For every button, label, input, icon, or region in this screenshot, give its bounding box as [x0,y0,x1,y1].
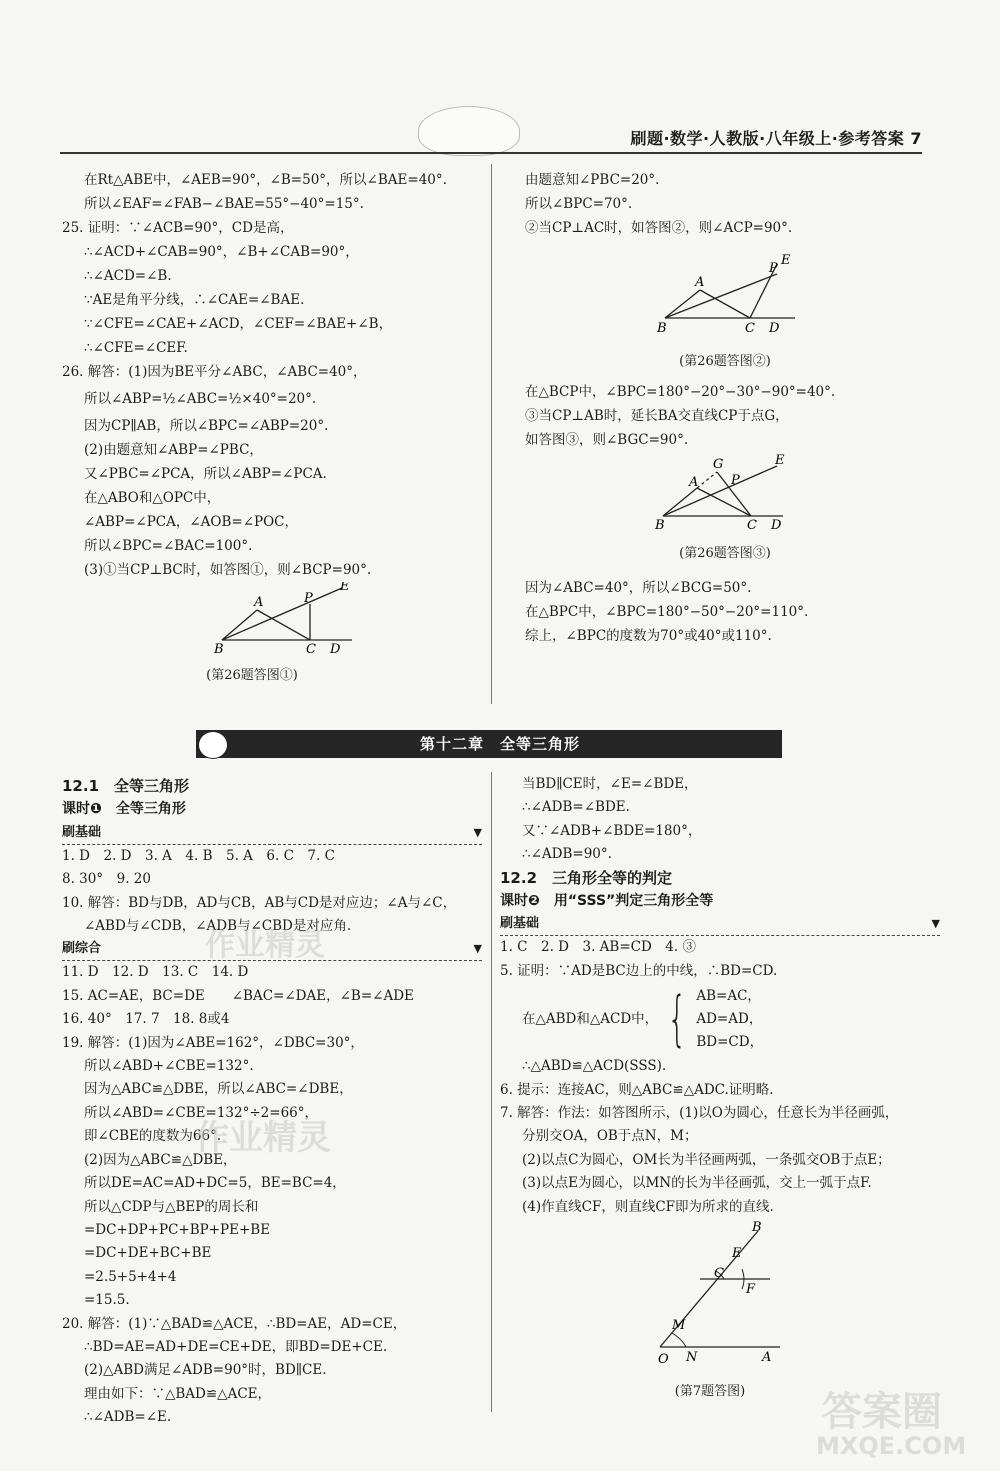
text-line: 因为△ABC≌△DBE，所以∠ABC=∠DBE， [84,1081,353,1098]
text-line: 在Rt△ABE中，∠AEB=90°，∠B=50°，所以∠BAE=40°. [84,172,447,188]
text-line: 20. 解答：(1)∵△BAD≌△ACE，∴BD=AE，AD=CE， [62,1315,407,1332]
fig2-label-b: B [657,321,667,336]
text-line: 所以∠ABD+∠CBE=132°. [84,1058,254,1075]
text-line: =DC+DP+PC+BP+PE+BE [84,1221,271,1238]
text-line: ∴∠ACD=∠B. [84,268,172,284]
left-top-column [62,168,482,688]
text-line: =2.5+5+4+4 [84,1268,177,1285]
text-line: =15.5. [84,1292,130,1309]
figure-caption: (第26题答图③) [679,546,771,561]
text-line: ∴∠ACD+∠CAB=90°，∠B+∠CAB=90°， [84,244,359,260]
text-line: 15. AC=AE，BC=DE ∠BAC=∠DAE，∠B=∠ADE [62,987,414,1004]
fig2-label-d: D [769,321,780,336]
figure-26-2 [525,240,945,374]
fig3-label-b: B [655,518,665,532]
bar-label: 刷基础 [62,824,102,840]
text-line: (2)因为△ABC≌△DBE， [84,1151,237,1168]
right-top-column [525,168,945,648]
text-line: 因为∠ABC=40°，所以∠BCG=50°. [525,580,752,596]
watermark: 答案圈 [822,1389,942,1435]
fig3-label-c: C [747,518,757,532]
triangle-down-icon: ▼ [473,825,482,839]
text-line: 26. 解答：(1)因为BE平分∠ABC，∠ABC=40°， [62,364,367,380]
text-line: 分别交OA，OB于点N，M； [522,1128,698,1145]
fig7-label-o: O [658,1352,669,1368]
text-line: 所以△CDP与△BEP的周长和 [84,1198,259,1215]
text-line: (2)由题意知∠ABP=∠PBC， [84,442,263,458]
column-divider [491,772,492,1412]
text-line: =DC+DE+BC+BE [84,1245,212,1262]
text-line: 8. 30° 9. 20 [62,871,151,888]
text-line: ∴∠ADB=∠E. [84,1409,172,1426]
chapter-icon [198,731,228,759]
page-header: 刷题·数学·人教版·八年级上·参考答案 7 [630,129,922,148]
text-line: (3)①当CP⊥BC时，如答图①，则∠BCP=90°. [84,562,372,578]
fig2-label-c: C [745,321,755,336]
triangle-down-icon: ▼ [931,917,940,931]
text-line: 所以∠BPC=∠BAC=100°. [84,538,253,554]
fig7-label-c: C [714,1266,724,1282]
fig1-label-e: E [340,582,350,594]
text-line: 所以∠EAF=∠FAB−∠BAE=55°−40°=15°. [84,196,364,212]
text-line: ∵∠CFE=∠CAE+∠ACD，∠CEF=∠BAE+∠B， [84,316,393,332]
text-line: ∠ABP=∠PCA，∠AOB=∠POC， [84,514,299,530]
text-line: (3)以点E为圆心，以MN的长为半径画弧，交上一弧于点F. [522,1175,872,1192]
figure-7 [500,1219,940,1403]
text-line: 如答图③，则∠BGC=90°. [525,432,689,448]
watermark: 作业精灵 [205,928,325,963]
text-line: 即∠CBE的度数为66°. [84,1128,222,1145]
text-line: ∠ABD与∠CDB，∠ADB与∠CBD是对应角. [84,918,352,935]
text-line: (2)△ABD满足∠ADB=90°时，BD∥CE. [84,1362,327,1379]
fig3-label-d: D [771,518,782,532]
fig1-label-p: P [304,591,313,606]
fig1-label-d: D [330,642,341,654]
text-line: 综上，∠BPC的度数为70°或40°或110°. [525,628,772,644]
fig3-label-a: A [689,475,699,490]
chapter-title: 第十二章 全等三角形 [419,735,580,753]
figure-caption: (第26题答图②) [679,354,771,369]
text-line: 所以DE=AC=AD+DC=5，BE=BC=4， [84,1175,346,1192]
text-line: 19. 解答：(1)因为∠ABE=162°，∠DBC=30°， [62,1034,364,1051]
fig7-label-e: E [732,1246,742,1262]
figure-7-svg [500,1219,920,1369]
text-line: 在△ABO和△OPC中， [84,490,221,506]
text-line: ②当CP⊥AC时，如答图②，则∠ACP=90°. [525,220,793,236]
figure-26-2-svg [525,240,925,340]
text-line: 在△BPC中，∠BPC=180°−50°−20°=110°. [525,604,809,620]
figure-26-3-svg [525,452,925,532]
text-line: 因为CP∥AB，所以∠BPC=∠ABP=20°. [84,418,329,434]
lesson-title: 课时❶ 全等三角形 [62,801,186,818]
bar-label: 刷综合 [62,941,102,957]
text-line: ③当CP⊥AB时，延长BA交直线CP于点G， [525,408,789,424]
fig3-label-e: E [775,453,785,468]
figure-26-1 [62,582,482,688]
figure-26-1-svg [62,582,442,654]
text-line: ∵AE是角平分线，∴∠CAE=∠BAE. [84,292,305,308]
fig7-label-b: B [752,1220,762,1236]
text-line: 所以∠ABP=½∠ABC=½×40°=20°. [84,391,317,407]
fig7-label-a: A [762,1350,772,1366]
brace-lines [696,985,763,1054]
fig7-label-m: M [672,1318,686,1334]
text-line: ∴∠CFE=∠CEF. [84,340,188,356]
fig2-label-p: P [769,261,778,276]
triangle-down-icon: ▼ [473,942,482,956]
fig2-label-e: E [781,253,791,268]
brace-line: AD=AD， [696,1010,763,1027]
text-line: 5. 证明：∵AD是BC边上的中线，∴BD=CD. [500,962,778,979]
fig7-label-n: N [686,1350,698,1366]
text-line: ∴∠ADB=∠BDE. [522,799,630,816]
text-line: 又∵∠ADB+∠BDE=180°， [522,822,702,839]
text-line: ∴△ABD≌△ACD(SSS). [522,1058,667,1075]
logo-stamp [418,106,520,156]
watermark: MXQE.COM [816,1432,967,1460]
text-line: 又∠PBC=∠PCA，所以∠ABP=∠PCA. [84,466,327,482]
watermark: 作业精灵 [195,1118,331,1158]
text-line: ∴∠ADB=90°. [522,846,612,863]
fig1-label-c: C [306,642,316,654]
figure-caption: (第26题答图①) [206,668,298,683]
text-line: 所以∠ABD=∠CBE=132°÷2=66°， [84,1104,319,1121]
figure-caption: (第7题答图) [674,1383,746,1399]
text-line: 当BD∥CE时，∠E=∠BDE， [522,776,698,792]
figure-26-3 [525,452,945,566]
header-rule [60,152,922,154]
right-bottom-column [500,773,940,1403]
fig3-label-p: P [731,473,740,488]
text-line: (2)以点C为圆心，OM长为半径画两弧，一条弧交OB于点E； [522,1151,891,1168]
text-line: (4)作直线CF，则直线CF即为所求的直线. [522,1198,774,1215]
text-line: 10. 解答：BD与DB，AD与CB，AB与CD是对应边；∠A与∠C， [62,894,457,911]
section-bar [62,822,482,845]
text-line: 11. D 12. D 13. C 14. D [62,964,249,981]
fig1-label-a: A [254,595,264,610]
section-title: 12.1 全等三角形 [62,777,190,795]
text-line: 由题意知∠PBC=20°. [525,172,660,188]
brace-icon: { [667,984,687,1055]
fig2-label-a: A [695,275,705,290]
text-line: 所以∠BPC=70°. [525,196,633,212]
brace-prefix: 在△ABD和△ACD中， [522,1010,659,1027]
section-title: 12.2 三角形全等的判定 [500,868,673,887]
fig3-label-g: G [713,457,724,472]
column-divider [491,164,492,704]
bar-label: 刷基础 [500,916,540,932]
text-line: 在△BCP中，∠BPC=180°−20°−30°−90°=40°. [525,384,836,400]
text-line: 1. C 2. D 3. AB=CD 4. ③ [500,939,696,956]
section-bar [500,913,940,936]
text-line: 6. 提示：连接AC，则△ABC≌△ADC.证明略. [500,1081,774,1098]
lesson-title: 课时❷ 用“SSS”判定三角形全等 [500,893,714,910]
brace-line: AB=AC， [696,987,761,1004]
left-bottom-column [62,775,482,1430]
brace-line: BD=CD， [696,1033,764,1050]
brace-block [500,983,940,1055]
text-line: 理由如下：∵△BAD≌△ACE， [84,1385,272,1402]
fig7-label-f: F [746,1282,756,1298]
fig1-label-b: B [214,642,224,654]
text-line: 1. D 2. D 3. A 4. B 5. A 6. C 7. C [62,847,335,864]
text-line: 25. 证明：∵∠ACB=90°，CD是高， [62,220,294,236]
text-line: 16. 40° 17. 7 18. 8或4 [62,1011,230,1028]
text-line: 7. 解答：作法：如答图所示，(1)以O为圆心，任意长为半径画弧， [500,1105,899,1122]
text-line: ∴BD=AE=AD+DE=CE+DE，即BD=DE+CE. [84,1338,388,1355]
